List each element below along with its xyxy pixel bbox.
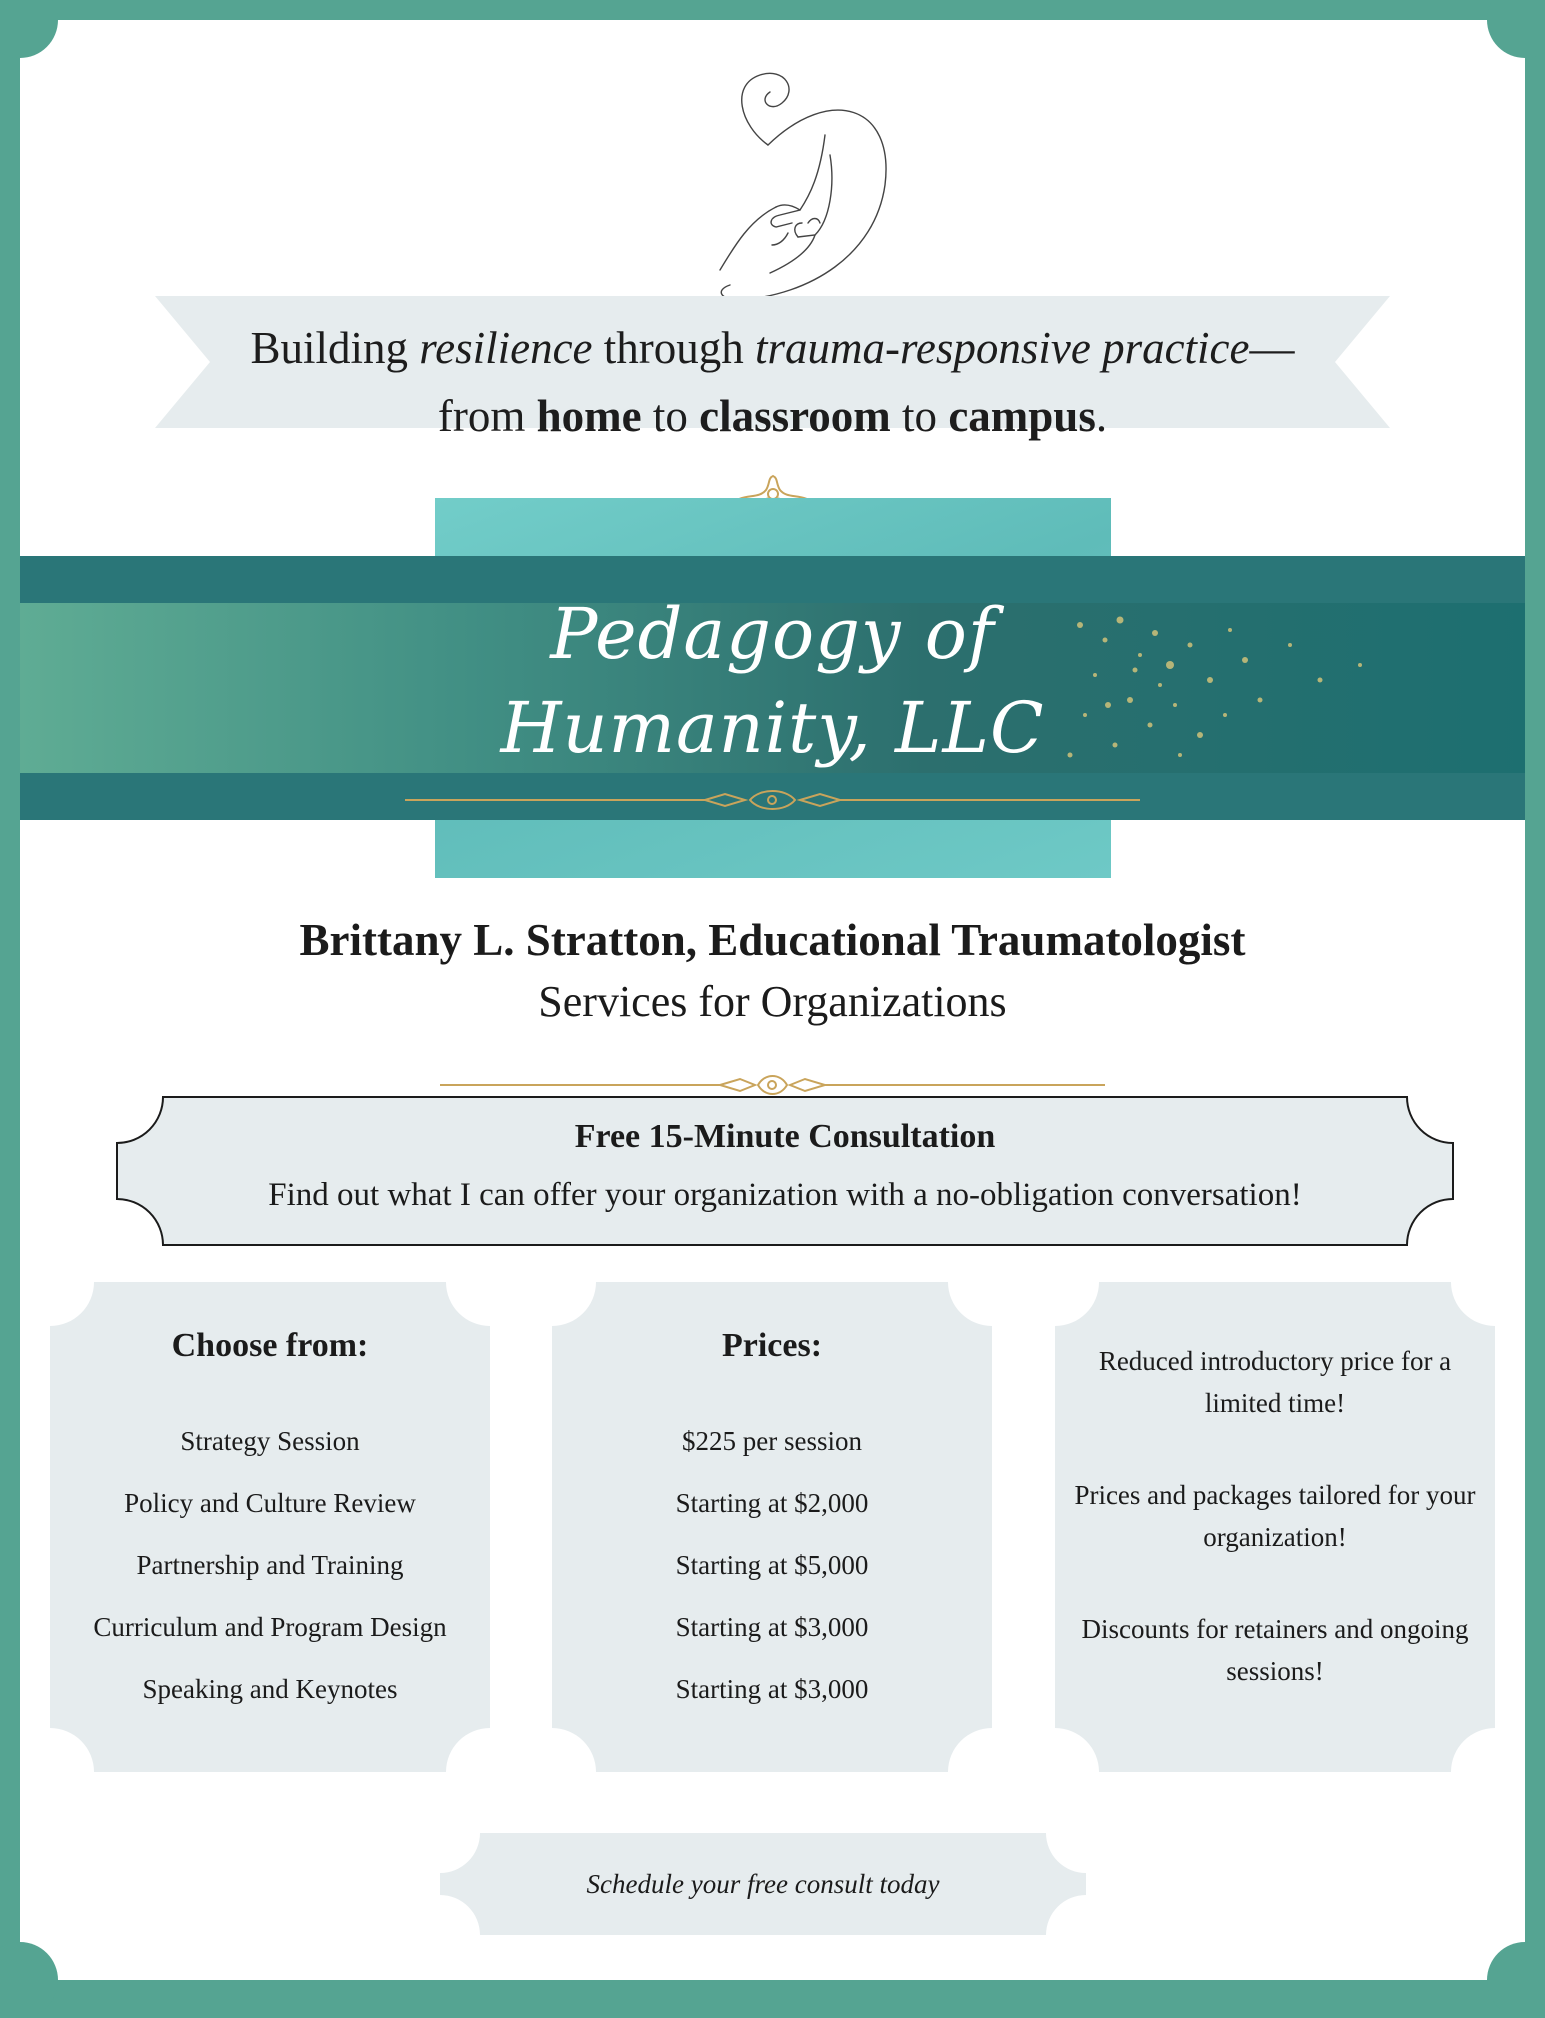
schedule-consult-banner — [440, 1833, 1086, 1935]
tagline-emphasis: trauma-responsive practice — [755, 323, 1250, 373]
price-item: Starting at $3,000 — [675, 1612, 869, 1642]
company-name — [20, 587, 1525, 775]
service-item: Curriculum and Program Design — [93, 1612, 447, 1642]
gold-flourish-icon — [405, 788, 1140, 812]
price-item: Starting at $5,000 — [675, 1550, 869, 1580]
hand-line-drawing-icon — [680, 45, 920, 315]
price-item: Starting at $3,000 — [675, 1674, 869, 1704]
services-card — [50, 1282, 490, 1772]
tagline-text: — — [1249, 323, 1295, 373]
offers-card — [1055, 1282, 1495, 1772]
schedule-consult-link[interactable]: Schedule your free consult today — [586, 1869, 940, 1899]
tagline-text: through — [592, 323, 756, 373]
prices-list — [552, 1410, 992, 1720]
tagline-ribbon — [155, 296, 1390, 441]
offer-note: Prices and packages tailored for your organization! — [1074, 1480, 1476, 1552]
price-item: $225 per session — [682, 1426, 862, 1456]
offer-note: Reduced introductory price for a limited time! — [1098, 1346, 1452, 1418]
flyer-page — [20, 20, 1525, 1980]
frame-corner — [0, 0, 58, 58]
company-name-line: Pedagogy of — [550, 593, 995, 675]
tagline-strong: home — [536, 391, 642, 441]
services-heading: Choose from: — [171, 1327, 369, 1364]
company-name-line: Humanity, LLC — [500, 687, 1045, 769]
prices-heading: Prices: — [721, 1327, 823, 1364]
tagline-emphasis: resilience — [419, 323, 593, 373]
service-item: Partnership and Training — [136, 1550, 404, 1580]
services-list — [50, 1410, 490, 1720]
consultation-box — [115, 1095, 1455, 1247]
price-item: Starting at $2,000 — [675, 1488, 869, 1518]
tagline-text: from — [437, 391, 537, 441]
page-subtitle: Services for Organizations — [538, 977, 1007, 1026]
tagline-strong: campus — [948, 391, 1096, 441]
tagline-text: Building — [250, 323, 420, 373]
presenter-name: Brittany L. Stratton, Educational Traumatologist — [299, 915, 1246, 965]
offer-note: Discounts for retainers and ongoing sessions! — [1081, 1614, 1469, 1686]
frame-corner — [1487, 1942, 1545, 2018]
tagline-text: . — [1095, 391, 1108, 441]
prices-card — [552, 1282, 992, 1772]
consultation-text: Find out what I can offer your organization with a no-obligation conversation! — [268, 1177, 1302, 1213]
frame-corner — [1487, 0, 1545, 58]
consultation-title: Free 15-Minute Consultation — [574, 1118, 996, 1155]
tagline-strong: classroom — [699, 391, 891, 441]
frame-corner — [0, 1942, 58, 2018]
tagline — [155, 314, 1390, 450]
service-item: Strategy Session — [180, 1426, 360, 1456]
service-item: Speaking and Keynotes — [142, 1674, 398, 1704]
service-item: Policy and Culture Review — [124, 1488, 416, 1518]
tagline-text: to — [890, 391, 949, 441]
tagline-text: to — [641, 391, 700, 441]
